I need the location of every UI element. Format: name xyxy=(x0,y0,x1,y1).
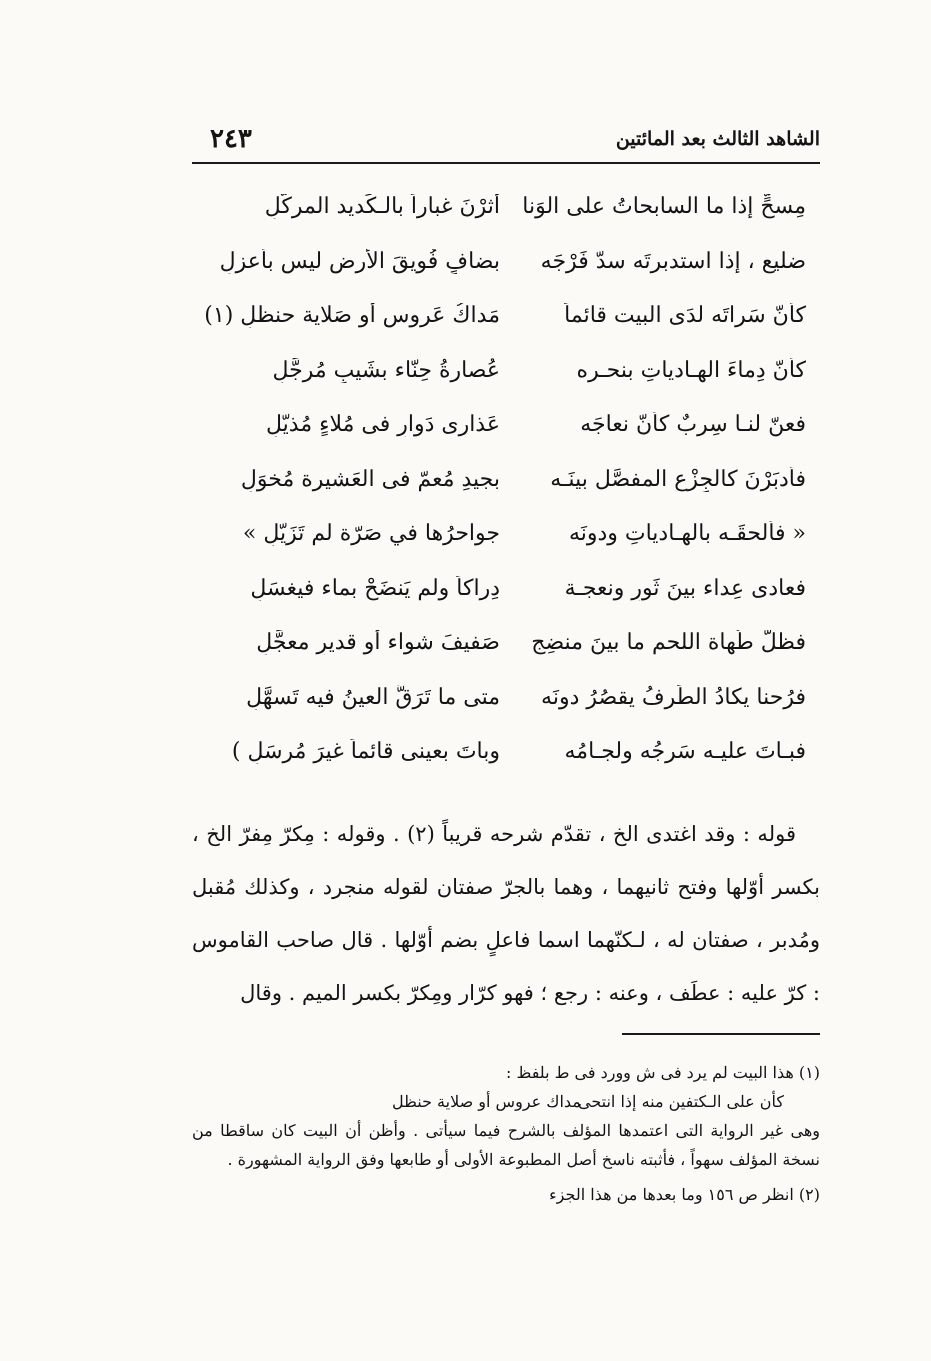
running-head: الشاهد الثالث بعد المائتين xyxy=(615,128,820,150)
verse-5-first-hemistich: فعنّ لنـا سِربٌ كأنّ نعاجَه xyxy=(580,412,806,437)
verse-6-first-hemistich: فأدبَرْنَ كالجِزْعِ المفصَّل بينَـه xyxy=(550,466,806,492)
verse-9-second-hemistich: صَفيفَ شواء أو قديرٍ معجَّلِ xyxy=(256,630,500,655)
commentary-paragraph xyxy=(192,808,820,1020)
verse-2 xyxy=(192,241,820,296)
verse-7-second-hemistich: جواحرُها في صَرّة لم تَزَيّلِ » xyxy=(242,521,500,546)
verse-8 xyxy=(192,568,820,623)
footnote-separator xyxy=(622,1033,820,1035)
verse-1 xyxy=(192,186,820,241)
verse-4-second-hemistich: عُصارةُ حِنّاء بشَيبٍ مُرجَّلِ xyxy=(272,357,500,383)
verse-2-second-hemistich: بضافٍ فُويقَ الأرضِ ليس بأعزلِ xyxy=(219,248,500,274)
verse-10 xyxy=(192,677,820,732)
verse-10-second-hemistich: متى ما تَرَقَّ العينُ فيه تَسهَّلِ xyxy=(246,684,500,710)
verse-8-first-hemistich: فعادى عِداء بينَ ثَورٍ ونعجـة xyxy=(564,575,806,601)
verse-3-first-hemistich: كأنّ سَراتَه لدَى البيت قائماً xyxy=(564,303,806,328)
verse-9 xyxy=(192,622,820,677)
poem-block xyxy=(192,186,820,786)
verse-9-first-hemistich: فظلّ طُهاة اللحمِ ما بينَ منضِجٍ xyxy=(531,630,806,655)
verse-11 xyxy=(192,731,820,786)
footnote-1-verse-first-hemistich: كأن على الـكتفين منه إذا انتحى xyxy=(577,1092,784,1111)
verse-4-first-hemistich: كأنّ دِماءَ الهـادياتِ بنحـره xyxy=(576,357,806,383)
footnote-1-note: وهى غير الرواية التى اعتمدها المؤلف بالشرح فيما سيأتى . وأظن أن البيت كان ساقطا من نسخة المؤلف سهواً ، فأثبته ناسخ أصل المطبوعة الأولى أو طابعها وفق الرواية المشهورة . xyxy=(192,1121,821,1169)
verse-8-second-hemistich: دِراكاً ولم يَنضَحْ بماء فيغسَلِ xyxy=(250,575,500,601)
footnotes-block xyxy=(192,1058,820,1209)
verse-7 xyxy=(192,513,820,568)
verse-3-second-hemistich: مَداكُ عَروسٍ أو صَلاية حنظلِ (١) xyxy=(204,303,500,328)
verse-1-second-hemistich: أثرْنَ غباراً بالـكَديد المركّلِ xyxy=(264,194,500,219)
header-rule xyxy=(192,162,820,164)
page-number: ٢٤٣ xyxy=(210,124,252,154)
footnote-1-intro: (١) هذا البيت لم يرد فى ش وورد فى ط بلفظ : xyxy=(506,1063,820,1082)
footnote-1-verse xyxy=(192,1087,820,1116)
verse-5-second-hemistich: عَذارى دَوارٍ فى مُلاءٍ مُذيّلِ xyxy=(266,412,500,437)
commentary-text: قوله : وقد اغتدى الخ ، تقدّم شرحه قريباً (٢) . وقوله : مِكرّ مِفرّ الخ ، بكسر أوّلها وفتح ثانيهما ، وهما بالجرّ صفتان لقوله منجرد ، وكذلك مُقبل ومُدبر ، صفتان له ، لـكنّهما اسما فاعلٍ بضم أوّلها . قال صاحب القاموس : كرّ عليه : عطَف ، وعنه : رجع ؛ فهو كرّار ومِكرّ بكسر الميم . وقال xyxy=(192,822,820,1005)
verse-1-first-hemistich: مِسحٍّ إذا ما السابحاتُ على الوَنا xyxy=(522,194,806,219)
verse-11-first-hemistich: فبـاتَ عليـه سَرجُه ولجـامُه xyxy=(564,739,806,764)
verse-4 xyxy=(192,350,820,405)
verse-6 xyxy=(192,459,820,514)
verse-10-first-hemistich: فرُحنا يكادُ الطَرفُ يقصُرُ دونَه xyxy=(541,684,806,710)
verse-5 xyxy=(192,404,820,459)
verse-7-first-hemistich: « فألحقَـه بالهـادياتِ ودونَه xyxy=(568,521,806,546)
footnote-1-verse-second-hemistich: مداك عروس أو صلاية حنظل xyxy=(392,1092,581,1111)
verse-2-first-hemistich: ضليعٍ ، إذا استدبرتَه سدّ فَرْجَه xyxy=(540,248,806,274)
verse-6-second-hemistich: بجيدِ مُعمّ فى العَشيرة مُخوَلِ xyxy=(240,466,500,492)
verse-3 xyxy=(192,295,820,350)
footnote-2: (٢) انظر ص ١٥٦ وما بعدها من هذا الجزء xyxy=(549,1185,820,1204)
verse-11-second-hemistich: وباتَ بعينى قائماً غيرَ مُرسَلِ ) xyxy=(231,739,500,764)
page-header xyxy=(192,122,820,162)
